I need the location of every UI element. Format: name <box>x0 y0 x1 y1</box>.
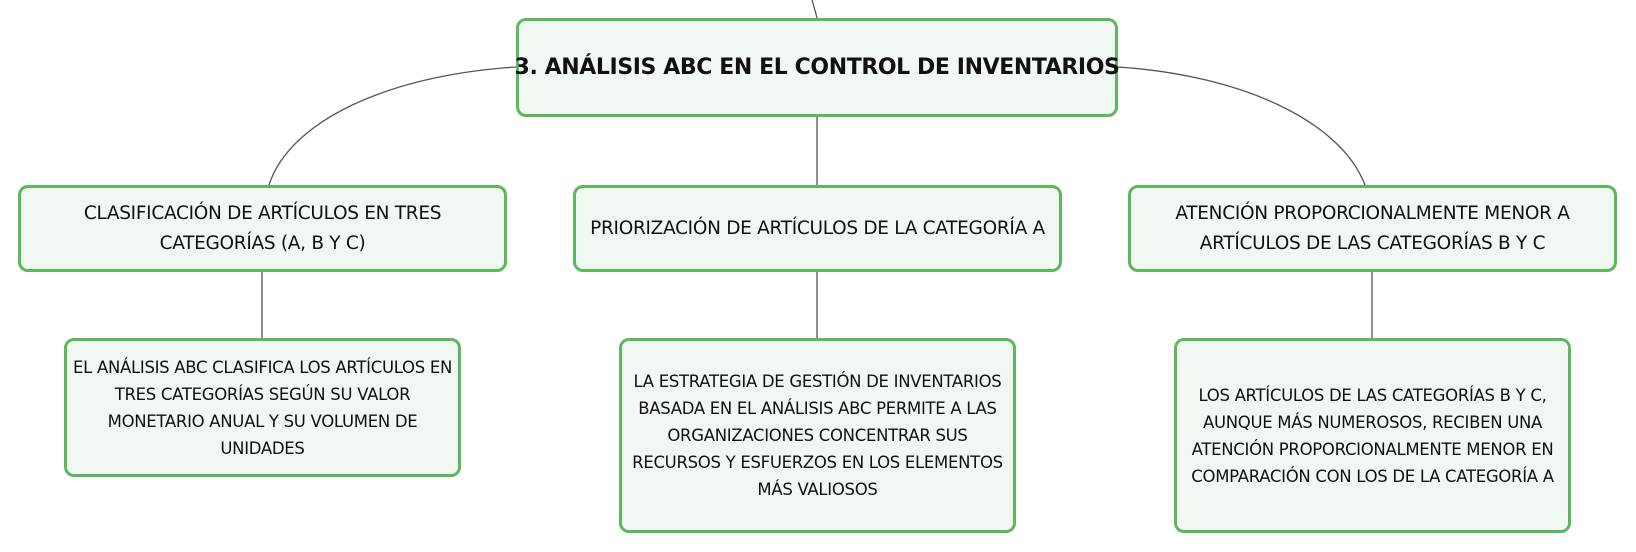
branch-label-lesser-attention: ATENCIÓN PROPORCIONALMENTE MENOR A ARTÍCULOS DE LAS CATEGORÍAS B Y C <box>1175 202 1570 254</box>
connector-root-to-branch-1 <box>269 67 516 185</box>
branch-node-lesser-attention[interactable] <box>1128 185 1617 272</box>
detail-node-classification[interactable] <box>64 338 461 477</box>
branch-label-prioritization: PRIORIZACIÓN DE ARTÍCULOS DE LA CATEGORÍA A <box>590 217 1045 239</box>
detail-node-prioritization[interactable] <box>619 338 1016 533</box>
detail-text-lesser-attention: LOS ARTÍCULOS DE LAS CATEGORÍAS B Y C, AUNQUE MÁS NUMEROSOS, RECIBEN UNA ATENCIÓN PROPORCIONALMENTE MENOR EN COMPARACIÓN CON LOS DE LA CATEGORÍA A <box>1191 385 1554 486</box>
detail-node-lesser-attention[interactable] <box>1174 338 1571 533</box>
branch-node-classification[interactable] <box>18 185 507 272</box>
detail-text-classification: EL ANÁLISIS ABC CLASIFICA LOS ARTÍCULOS EN TRES CATEGORÍAS SEGÚN SU VALOR MONETARIO ANUAL Y SU VOLUMEN DE UNIDADES <box>73 357 452 458</box>
root-topic-label: 3. ANÁLISIS ABC EN EL CONTROL DE INVENTARIOS <box>514 55 1120 80</box>
root-topic-node[interactable] <box>516 18 1118 117</box>
connector-parent-to-root <box>812 0 817 18</box>
detail-text-prioritization: LA ESTRATEGIA DE GESTIÓN DE INVENTARIOS BASADA EN EL ANÁLISIS ABC PERMITE A LAS ORGANIZACIONES CONCENTRAR SUS RECURSOS Y ESFUERZOS EN LOS ELEMENTOS MÁS VALIOSOS <box>632 372 1003 499</box>
branch-label-classification: CLASIFICACIÓN DE ARTÍCULOS EN TRES CATEGORÍAS (A, B Y C) <box>83 202 442 254</box>
connector-root-to-branch-3 <box>1118 67 1365 185</box>
branch-node-prioritization[interactable] <box>573 185 1062 272</box>
